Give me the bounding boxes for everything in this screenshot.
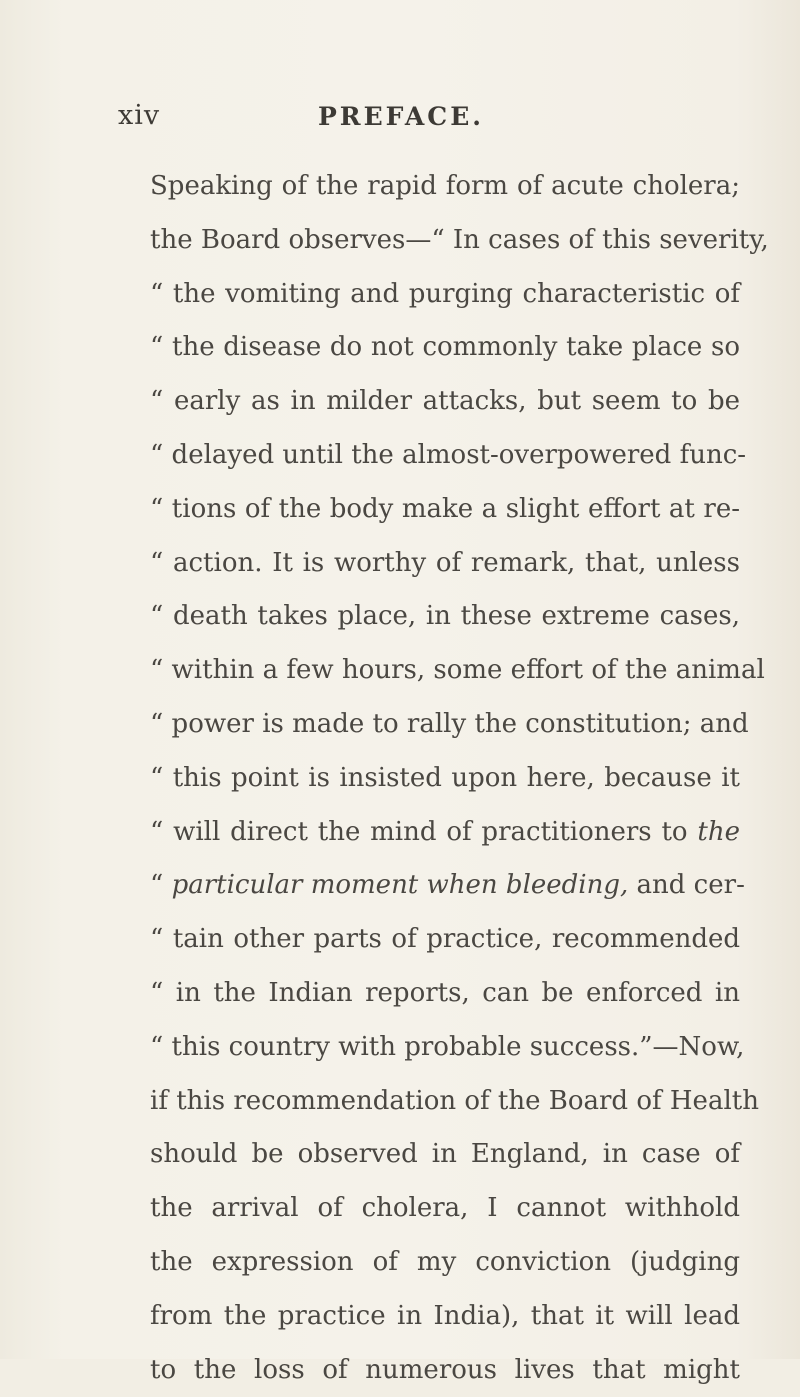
text-line-mixed (150, 806, 740, 860)
text-line: “ death takes place, in these extreme cases, (150, 601, 740, 632)
text-line: “ power is made to rally the constitution; and (150, 708, 749, 739)
quote-mark: “ (150, 870, 164, 901)
text-line-start: “ will direct the mind of practitioners to (150, 816, 688, 847)
text-line: “ this country with probable success.”—Now, (150, 1031, 745, 1062)
text-line-end: and cer- (636, 870, 745, 901)
text-line: “ early as in milder attacks, but seem to be (150, 386, 740, 417)
text-line: “ in the Indian reports, can be enforced in (150, 977, 740, 1008)
text-line: “ tions of the body make a slight effort at re- (150, 493, 740, 524)
text-line: the arrival of cholera, I cannot withhold (150, 1193, 740, 1224)
page-number: xiv (118, 100, 161, 131)
text-line: “ this point is insisted upon here, because it (150, 762, 740, 793)
text-line: “ action. It is worthy of remark, that, unless (150, 547, 740, 578)
text-line: Speaking of the rapid form of acute cholera; (150, 171, 740, 201)
text-line: should be observed in England, in case of (150, 1139, 740, 1170)
text-line: “ tain other parts of practice, recommended (150, 924, 740, 955)
text-line: the Board observes—“ In cases of this severity, (150, 224, 769, 255)
body-text (150, 160, 769, 1397)
text-line: “ within a few hours, some effort of the animal (150, 655, 765, 686)
text-line-mixed (150, 859, 745, 913)
text-line: if this recommendation of the Board of Health (150, 1085, 759, 1116)
running-head: PREFACE. (318, 102, 484, 131)
text-line: “ the disease do not commonly take place so (150, 332, 740, 363)
text-line: the expression of my conviction (judging (150, 1246, 740, 1277)
text-line: “ delayed until the almost-overpowered func- (150, 439, 747, 470)
text-line: from the practice in India), that it will lead (150, 1300, 740, 1331)
italic-text: particular moment when bleeding, (171, 870, 629, 901)
page-header (118, 100, 740, 140)
italic-text: the (697, 816, 740, 847)
text-line: to the loss of numerous lives that might (150, 1354, 740, 1385)
text-line: “ the vomiting and purging characteristic of (150, 278, 740, 309)
